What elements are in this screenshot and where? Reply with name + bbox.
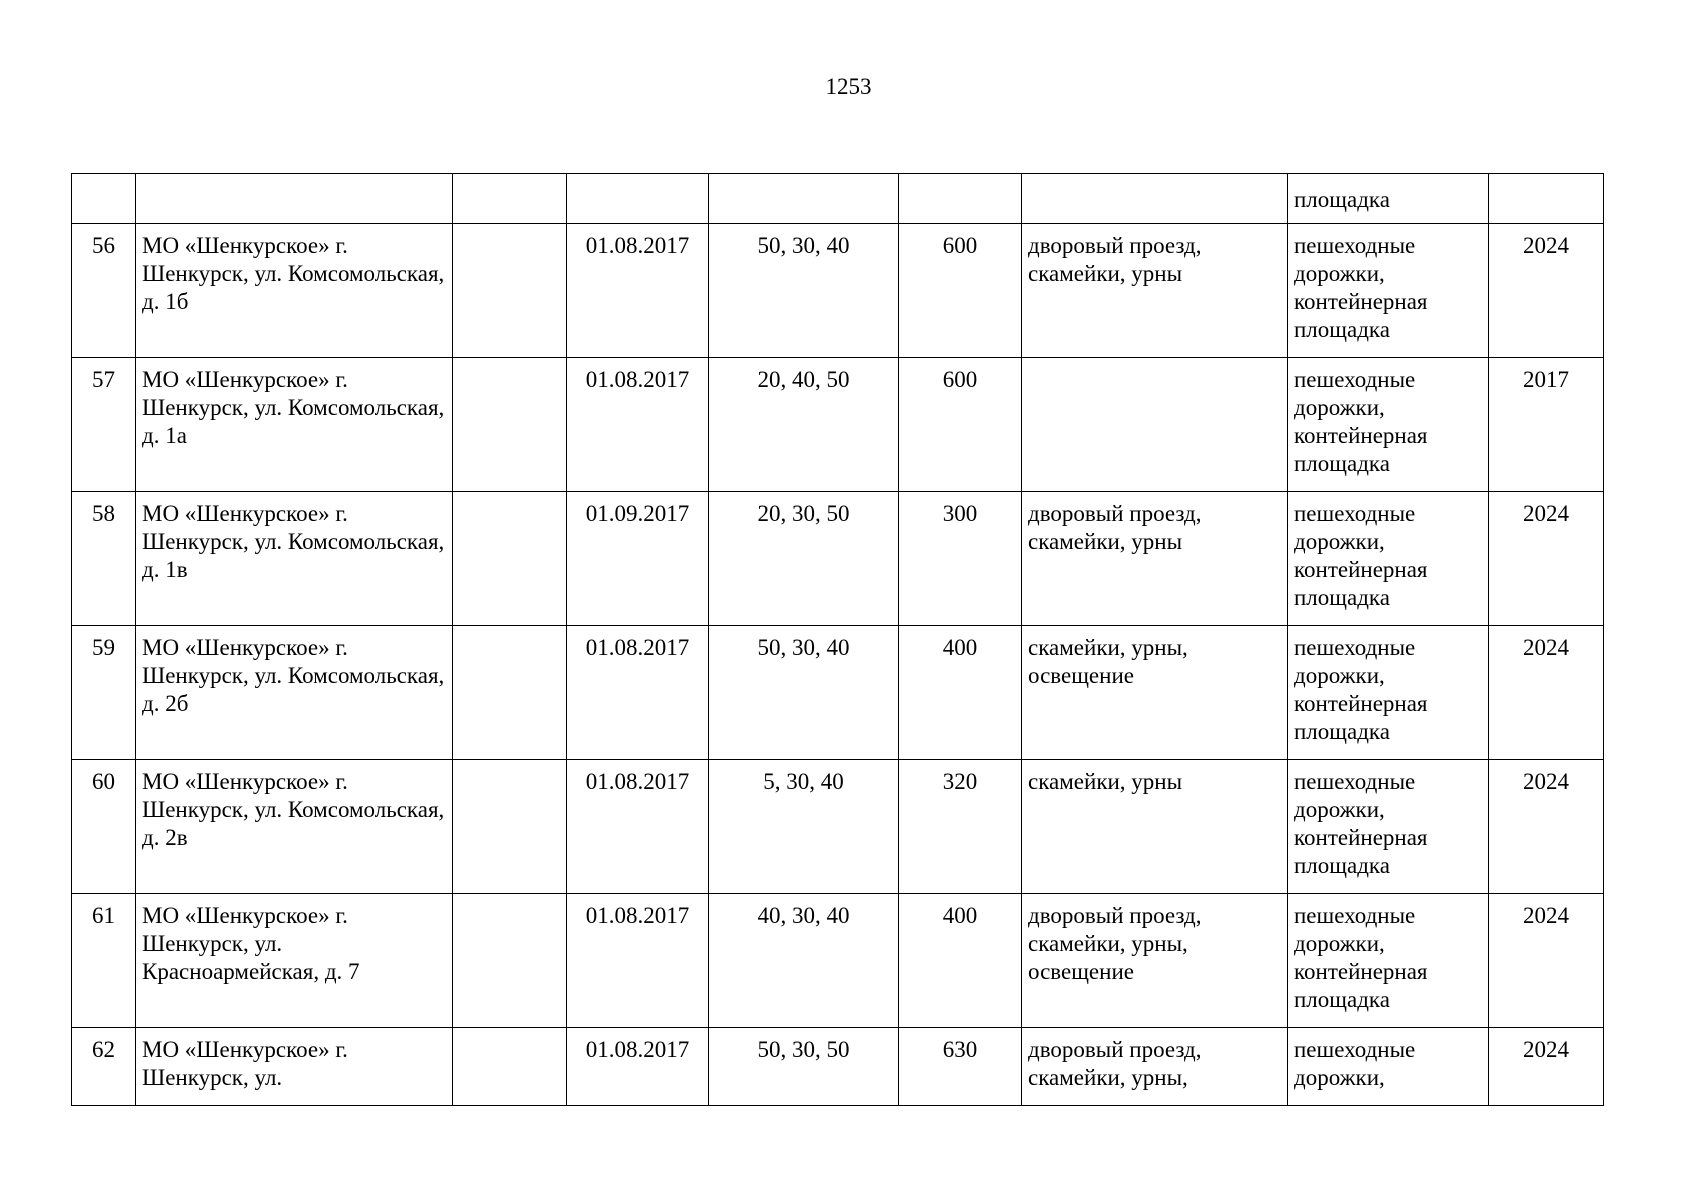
cell-date: 01.08.2017 bbox=[567, 224, 709, 358]
cell-year: 2024 bbox=[1489, 626, 1604, 760]
cell-needs: пешеходные дорожки, контейнерная площадка bbox=[1288, 626, 1489, 760]
cell-dimensions: 50, 30, 40 bbox=[709, 626, 899, 760]
cell-year bbox=[1489, 174, 1604, 224]
cell-blank bbox=[453, 492, 567, 626]
cell-number: 62 bbox=[72, 1028, 136, 1106]
cell-number: 59 bbox=[72, 626, 136, 760]
cell-address: МО «Шенкурское» г. Шенкурск, ул. Комсомольская, д. 2б bbox=[136, 626, 453, 760]
cell-area: 600 bbox=[899, 224, 1022, 358]
cell-date: 01.08.2017 bbox=[567, 626, 709, 760]
cell-year: 2024 bbox=[1489, 760, 1604, 894]
cell-address: МО «Шенкурское» г. Шенкурск, ул. Красноармейская, д. 7 bbox=[136, 894, 453, 1028]
cell-improvements: дворовый проезд, скамейки, урны bbox=[1022, 224, 1288, 358]
table-row bbox=[72, 894, 1604, 1028]
cell-improvements: дворовый проезд, скамейки, урны, освещение bbox=[1022, 894, 1288, 1028]
table-row bbox=[72, 626, 1604, 760]
cell-address: МО «Шенкурское» г. Шенкурск, ул. Комсомольская, д. 1б bbox=[136, 224, 453, 358]
cell-date: 01.09.2017 bbox=[567, 492, 709, 626]
table-row-continuation bbox=[72, 174, 1604, 224]
cell-area bbox=[899, 174, 1022, 224]
cell-dimensions: 5, 30, 40 bbox=[709, 760, 899, 894]
cell-area: 400 bbox=[899, 626, 1022, 760]
cell-improvements: дворовый проезд, скамейки, урны bbox=[1022, 492, 1288, 626]
courtyard-registry-table bbox=[71, 173, 1604, 1106]
cell-number: 58 bbox=[72, 492, 136, 626]
table-row bbox=[72, 224, 1604, 358]
table-body bbox=[72, 174, 1604, 1106]
table-row bbox=[72, 1028, 1604, 1106]
cell-date: 01.08.2017 bbox=[567, 358, 709, 492]
cell-improvements bbox=[1022, 358, 1288, 492]
cell-dimensions: 50, 30, 50 bbox=[709, 1028, 899, 1106]
cell-needs: площадка bbox=[1288, 174, 1489, 224]
table-row bbox=[72, 760, 1604, 894]
cell-year: 2017 bbox=[1489, 358, 1604, 492]
cell-needs: пешеходные дорожки, контейнерная площадка bbox=[1288, 894, 1489, 1028]
cell-address: МО «Шенкурское» г. Шенкурск, ул. Комсомольская, д. 1в bbox=[136, 492, 453, 626]
cell-dimensions: 20, 30, 50 bbox=[709, 492, 899, 626]
cell-blank bbox=[453, 760, 567, 894]
cell-area: 630 bbox=[899, 1028, 1022, 1106]
page-number: 1253 bbox=[825, 74, 872, 99]
cell-needs: пешеходные дорожки, контейнерная площадка bbox=[1288, 224, 1489, 358]
cell-number bbox=[72, 174, 136, 224]
cell-number: 60 bbox=[72, 760, 136, 894]
cell-dimensions: 50, 30, 40 bbox=[709, 224, 899, 358]
cell-blank bbox=[453, 626, 567, 760]
cell-year: 2024 bbox=[1489, 894, 1604, 1028]
cell-year: 2024 bbox=[1489, 224, 1604, 358]
cell-needs: пешеходные дорожки, контейнерная площадка bbox=[1288, 760, 1489, 894]
cell-blank bbox=[453, 1028, 567, 1106]
cell-blank bbox=[453, 174, 567, 224]
cell-address: МО «Шенкурское» г. Шенкурск, ул. Комсомольская, д. 2в bbox=[136, 760, 453, 894]
cell-area: 300 bbox=[899, 492, 1022, 626]
cell-number: 57 bbox=[72, 358, 136, 492]
cell-needs: пешеходные дорожки, bbox=[1288, 1028, 1489, 1106]
cell-blank bbox=[453, 358, 567, 492]
cell-improvements bbox=[1022, 174, 1288, 224]
cell-address bbox=[136, 174, 453, 224]
cell-date: 01.08.2017 bbox=[567, 760, 709, 894]
cell-year: 2024 bbox=[1489, 1028, 1604, 1106]
cell-improvements: дворовый проезд, скамейки, урны, bbox=[1022, 1028, 1288, 1106]
cell-year: 2024 bbox=[1489, 492, 1604, 626]
cell-needs: пешеходные дорожки, контейнерная площадка bbox=[1288, 358, 1489, 492]
cell-date: 01.08.2017 bbox=[567, 1028, 709, 1106]
cell-area: 320 bbox=[899, 760, 1022, 894]
cell-dimensions bbox=[709, 174, 899, 224]
cell-dimensions: 20, 40, 50 bbox=[709, 358, 899, 492]
cell-address: МО «Шенкурское» г. Шенкурск, ул. Комсомольская, д. 1а bbox=[136, 358, 453, 492]
cell-address: МО «Шенкурское» г. Шенкурск, ул. bbox=[136, 1028, 453, 1106]
cell-blank bbox=[453, 224, 567, 358]
cell-number: 56 bbox=[72, 224, 136, 358]
cell-needs: пешеходные дорожки, контейнерная площадка bbox=[1288, 492, 1489, 626]
cell-improvements: скамейки, урны, освещение bbox=[1022, 626, 1288, 760]
cell-blank bbox=[453, 894, 567, 1028]
table-row bbox=[72, 492, 1604, 626]
cell-date: 01.08.2017 bbox=[567, 894, 709, 1028]
cell-dimensions: 40, 30, 40 bbox=[709, 894, 899, 1028]
cell-area: 600 bbox=[899, 358, 1022, 492]
table-row bbox=[72, 358, 1604, 492]
cell-improvements: скамейки, урны bbox=[1022, 760, 1288, 894]
cell-date bbox=[567, 174, 709, 224]
cell-number: 61 bbox=[72, 894, 136, 1028]
cell-area: 400 bbox=[899, 894, 1022, 1028]
